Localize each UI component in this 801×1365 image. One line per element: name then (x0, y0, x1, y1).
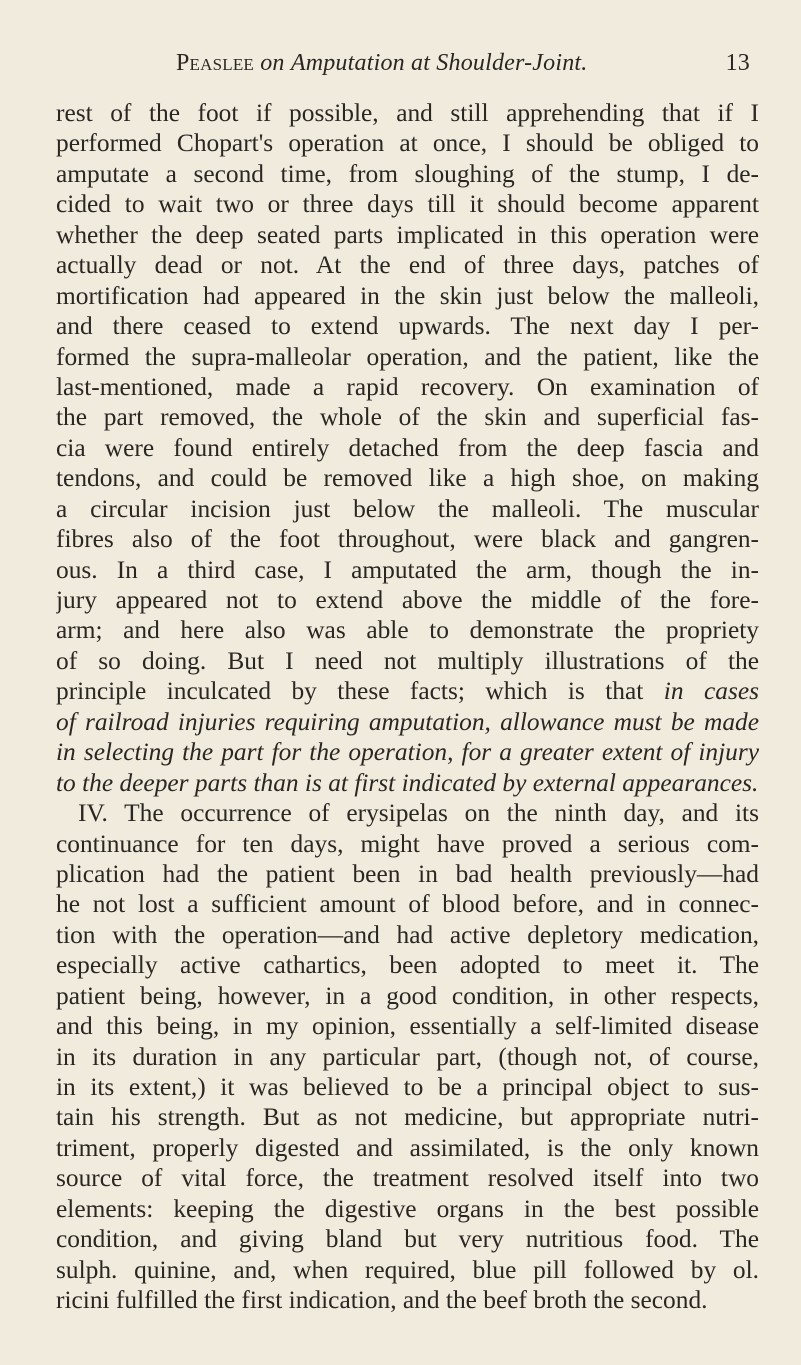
line-text: he not lost a sufficient amount of blood before, and in connec- (56, 890, 759, 919)
text-line (56, 1133, 759, 1163)
text-line (56, 646, 759, 676)
line-text: source of vital force, the treatment resolved itself into two (56, 1164, 759, 1193)
text-line (56, 859, 759, 889)
line-text: especially active cathartics, been adopted to meet it. The (56, 951, 759, 980)
text-line (56, 128, 759, 158)
line-text: cided to wait two or three days till it should become apparent (56, 190, 759, 219)
text-line (56, 1163, 759, 1193)
line-text: performed Chopart's operation at once, I should be obliged to (56, 129, 759, 158)
line-text: condition, and giving bland but very nutritious food. The (56, 1225, 759, 1254)
text-line (56, 1224, 759, 1254)
line-text: jury appeared not to extend above the middle of the fore- (56, 586, 759, 614)
line-text: fibres also of the foot throughout, were black and gangren- (56, 525, 759, 554)
line-text: ricini fulfilled the first indication, and the beef broth the second. (56, 1286, 708, 1315)
line-text: patient being, however, in a good condition, in other respects, (56, 981, 759, 1010)
line-italic-text: of railroad injuries requiring amputation, allowance must be made (56, 707, 759, 736)
page-number: 13 (725, 50, 750, 76)
line-text: continuance for ten days, might have proved a serious com- (56, 829, 759, 858)
line-text: cia were found entirely detached from the deep fascia and (56, 433, 759, 462)
text-line (56, 829, 759, 859)
text-line (56, 402, 759, 432)
text-line (56, 920, 759, 950)
text-line (56, 737, 759, 767)
text-line (56, 1102, 759, 1132)
text-line (56, 585, 759, 615)
line-text: IV. The occurrence of erysipelas on the ninth day, and its (78, 799, 759, 828)
text-line (56, 1255, 759, 1285)
text-line (56, 433, 759, 463)
line-text: plication had the patient been in bad health previously—had (56, 859, 759, 888)
line-text: of so doing. But I need not multiply illustrations of the (56, 646, 759, 675)
text-line (56, 372, 759, 402)
text-line (56, 768, 759, 798)
text-line (56, 159, 759, 189)
text-line (56, 707, 759, 737)
line-text: amputate a second time, from sloughing of the stump, I de- (56, 159, 759, 188)
line-text: a circular incision just below the malleoli. The muscular (56, 494, 759, 523)
line-text: whether the deep seated parts implicated in this operation were (56, 220, 759, 249)
line-text: in its extent,) it was believed to be a principal object to sus- (56, 1073, 759, 1101)
text-line (56, 1011, 759, 1041)
line-text: arm; and here also was able to demonstrate the propriety (56, 616, 759, 645)
line-italic-text: in selecting the part for the operation, for a greater extent of injury (56, 738, 759, 767)
running-head-author: Peaslee (176, 50, 255, 76)
line-text: and there ceased to extend upwards. The next day I per- (56, 312, 759, 341)
line-text: in its duration in any particular part, (though not, of course, (56, 1042, 759, 1071)
running-head (176, 50, 758, 84)
text-line (56, 1042, 759, 1072)
text-line (56, 555, 759, 585)
running-head-connector: on (260, 50, 285, 76)
running-head-subject: Amputation at Shoulder-Joint. (290, 50, 588, 76)
line-text: rest of the foot if possible, and still apprehending that if I (56, 99, 759, 127)
text-line (56, 463, 759, 493)
line-text: triment, properly digested and assimilated, is the only known (56, 1133, 759, 1162)
line-text: and this being, in my opinion, essentially a self-limited disease (56, 1012, 759, 1041)
text-line (56, 342, 759, 372)
text-line (56, 981, 759, 1011)
text-line (56, 524, 759, 554)
text-line (56, 281, 759, 311)
line-text: formed the supra-malleolar operation, and the patient, like the (56, 342, 759, 371)
text-line (56, 1285, 759, 1315)
text-line (56, 189, 759, 219)
line-text: the part removed, the whole of the skin and superficial fas- (56, 403, 759, 432)
line-text: last-mentioned, made a rapid recovery. On examination of (56, 372, 759, 401)
text-line (56, 798, 759, 828)
text-line (56, 1072, 759, 1102)
line-text: tion with the operation—and had active depletory medication, (56, 920, 759, 949)
running-head-title (176, 50, 587, 77)
line-text: ous. In a third case, I amputated the arm, though the in- (56, 555, 759, 584)
text-line (56, 311, 759, 341)
line-text: actually dead or not. At the end of three days, patches of (56, 251, 759, 280)
line-text: principle inculcated by these facts; which is that (56, 677, 644, 706)
text-line (56, 676, 759, 706)
text-line (56, 250, 759, 280)
text-line (56, 1194, 759, 1224)
text-line (56, 494, 759, 524)
line-text: sulph. quinine, and, when required, blue pill followed by ol. (56, 1255, 759, 1284)
line-text: tain his strength. But as not medicine, but appropriate nutri- (56, 1103, 759, 1132)
text-line (56, 889, 759, 919)
line-text: mortification had appeared in the skin just below the malleoli, (56, 281, 759, 310)
text-line (56, 220, 759, 250)
text-line (56, 615, 759, 645)
line-italic-text: in cases (663, 677, 759, 706)
body-text (56, 98, 759, 1316)
line-italic-text: to the deeper parts than is at first indicated by external appearances. (56, 768, 759, 797)
text-line (56, 98, 759, 128)
line-text: elements: keeping the digestive organs in the best possible (56, 1194, 759, 1223)
text-line (56, 950, 759, 980)
line-text: tendons, and could be removed like a high shoe, on making (56, 464, 759, 493)
